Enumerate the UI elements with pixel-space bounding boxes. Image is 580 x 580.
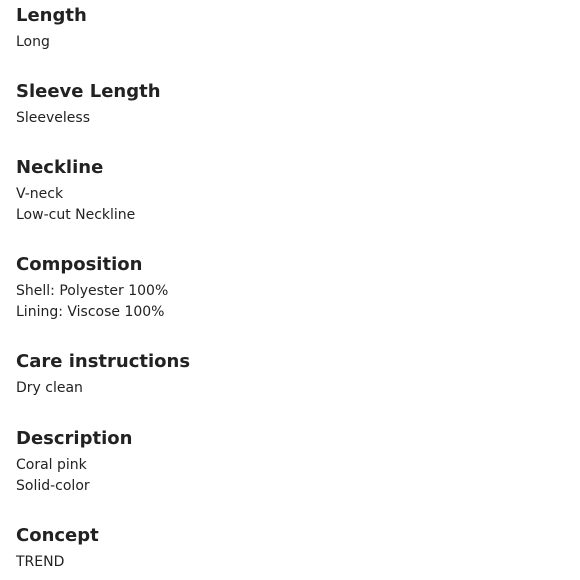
attribute-neckline <box>16 158 564 226</box>
section-values <box>16 378 564 399</box>
section-title: Length <box>16 5 87 26</box>
section-title: Description <box>16 428 133 449</box>
attribute-value: Long <box>16 34 50 50</box>
attribute-value: V-neck <box>16 186 64 202</box>
section-values <box>16 552 564 573</box>
attribute-concept <box>16 526 564 573</box>
section-values <box>16 184 564 226</box>
attribute-value: Coral pink <box>16 457 87 473</box>
attribute-value: Dry clean <box>16 380 83 396</box>
attribute-sleeve-length <box>16 82 564 129</box>
attribute-care-instructions <box>16 352 564 399</box>
attribute-value: TREND <box>16 554 65 570</box>
section-title: Care instructions <box>16 351 191 372</box>
section-title: Composition <box>16 254 143 275</box>
attribute-value: Lining: Viscose 100% <box>16 304 165 320</box>
attribute-value: Low-cut Neckline <box>16 207 136 223</box>
attribute-value: Solid-color <box>16 478 90 494</box>
section-values <box>16 281 564 323</box>
attribute-length <box>16 6 564 53</box>
section-title: Concept <box>16 525 99 546</box>
attribute-value: Sleeveless <box>16 110 90 126</box>
section-values <box>16 108 564 129</box>
attribute-value: Shell: Polyester 100% <box>16 283 169 299</box>
section-values <box>16 32 564 53</box>
section-values <box>16 455 564 497</box>
section-title: Neckline <box>16 157 104 178</box>
attribute-description <box>16 429 564 497</box>
attribute-composition <box>16 255 564 323</box>
section-title: Sleeve Length <box>16 81 161 102</box>
